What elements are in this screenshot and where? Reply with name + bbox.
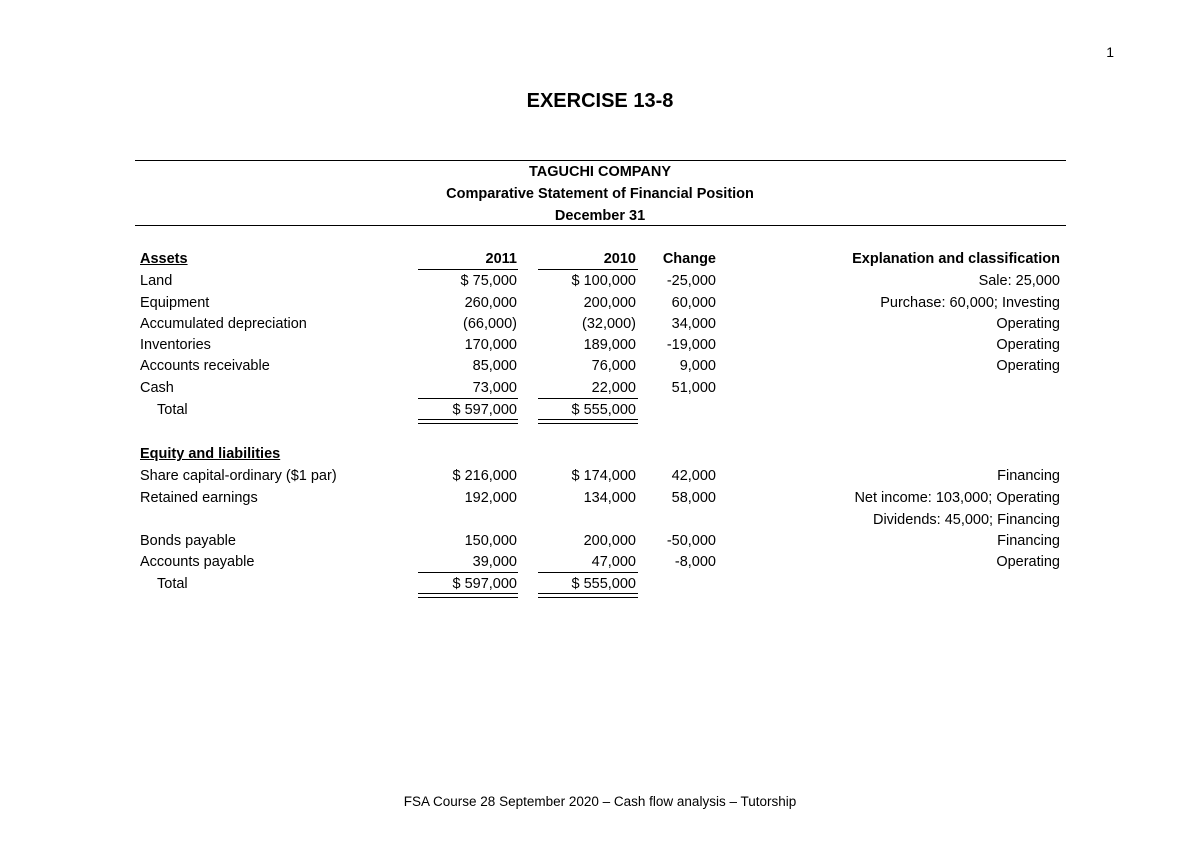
value-2011: 73,000 (472, 380, 517, 396)
explanation: Operating (996, 337, 1060, 353)
explanation: Operating (996, 554, 1060, 570)
value-2010: 134,000 (583, 490, 636, 506)
row-label: Inventories (140, 337, 211, 353)
row-label: Total (157, 576, 188, 592)
assets-subtotal-line-2011 (418, 398, 518, 399)
page-title: EXERCISE 13-8 (526, 90, 674, 112)
equity-heading: Equity and liabilities (140, 446, 281, 462)
explanation: Financing (997, 533, 1060, 549)
col-2010-heading: 2010 (603, 251, 636, 267)
col-change-heading: Change (662, 251, 716, 267)
col-2010-underline (538, 269, 638, 270)
value-change: 58,000 (671, 490, 716, 506)
explanation: Net income: 103,000; Operating (854, 490, 1060, 506)
explanation: Sale: 25,000 (978, 273, 1060, 289)
row-label: Share capital-ordinary ($1 par) (140, 468, 337, 484)
value-change: 60,000 (671, 295, 716, 311)
value-2011: 85,000 (472, 358, 517, 374)
total-2010: $ 555,000 (571, 402, 636, 418)
assets-total-double-line-2011 (418, 419, 518, 424)
row-label: Retained earnings (140, 490, 258, 506)
value-change: 42,000 (671, 468, 716, 484)
value-2010: 22,000 (591, 380, 636, 396)
value-change: -50,000 (666, 533, 716, 549)
value-2010: 189,000 (583, 337, 636, 353)
value-change: -8,000 (674, 554, 716, 570)
value-2011: 170,000 (464, 337, 517, 353)
value-2011: 192,000 (464, 490, 517, 506)
row-label: Accounts receivable (140, 358, 270, 374)
value-2010: $ 100,000 (571, 273, 636, 289)
value-change: 9,000 (679, 358, 716, 374)
equity-total-double-line-2011 (418, 593, 518, 598)
value-2010: 76,000 (591, 358, 636, 374)
value-change: 34,000 (671, 316, 716, 332)
row-label: Accumulated depreciation (140, 316, 307, 332)
row-label: Bonds payable (140, 533, 236, 549)
assets-total-double-line-2010 (538, 419, 638, 424)
value-2010: 200,000 (583, 533, 636, 549)
page-footer: FSA Course 28 September 2020 – Cash flow analysis – Tutorship (403, 794, 797, 809)
equity-subtotal-line-2010 (538, 572, 638, 573)
col-2011-heading: 2011 (485, 251, 517, 267)
explanation: Operating (996, 316, 1060, 332)
equity-subtotal-line-2011 (418, 572, 518, 573)
statement-title: Comparative Statement of Financial Position (446, 186, 754, 202)
row-label: Equipment (140, 295, 210, 311)
value-2010: $ 174,000 (571, 468, 636, 484)
value-change: -25,000 (666, 273, 716, 289)
explanation: Financing (997, 468, 1060, 484)
value-2011: $ 75,000 (460, 273, 517, 289)
total-2010: $ 555,000 (571, 576, 636, 592)
page-number: 1 (1106, 44, 1114, 60)
row-label: Total (157, 402, 188, 418)
value-2010: (32,000) (581, 316, 636, 332)
value-2010: 200,000 (583, 295, 636, 311)
value-2011: 260,000 (464, 295, 517, 311)
col-explanation-heading: Explanation and classification (852, 251, 1060, 267)
value-2010: 47,000 (591, 554, 636, 570)
value-change: -19,000 (666, 337, 716, 353)
statement-date: December 31 (554, 208, 646, 224)
row-label: Land (140, 273, 173, 289)
total-2011: $ 597,000 (452, 576, 517, 592)
equity-total-double-line-2010 (538, 593, 638, 598)
value-2011: 150,000 (464, 533, 517, 549)
total-2011: $ 597,000 (452, 402, 517, 418)
company-name: TAGUCHI COMPANY (528, 164, 672, 180)
explanation: Dividends: 45,000; Financing (872, 512, 1060, 528)
value-2011: $ 216,000 (452, 468, 517, 484)
top-rule (135, 160, 1066, 161)
col-2011-underline (418, 269, 518, 270)
header-rule (135, 225, 1066, 226)
explanation: Purchase: 60,000; Investing (880, 295, 1060, 311)
row-label: Accounts payable (140, 554, 255, 570)
value-2011: (66,000) (462, 316, 517, 332)
assets-heading: Assets (140, 251, 188, 267)
value-2011: 39,000 (472, 554, 517, 570)
assets-subtotal-line-2010 (538, 398, 638, 399)
explanation: Operating (996, 358, 1060, 374)
row-label: Cash (140, 380, 174, 396)
value-change: 51,000 (671, 380, 716, 396)
